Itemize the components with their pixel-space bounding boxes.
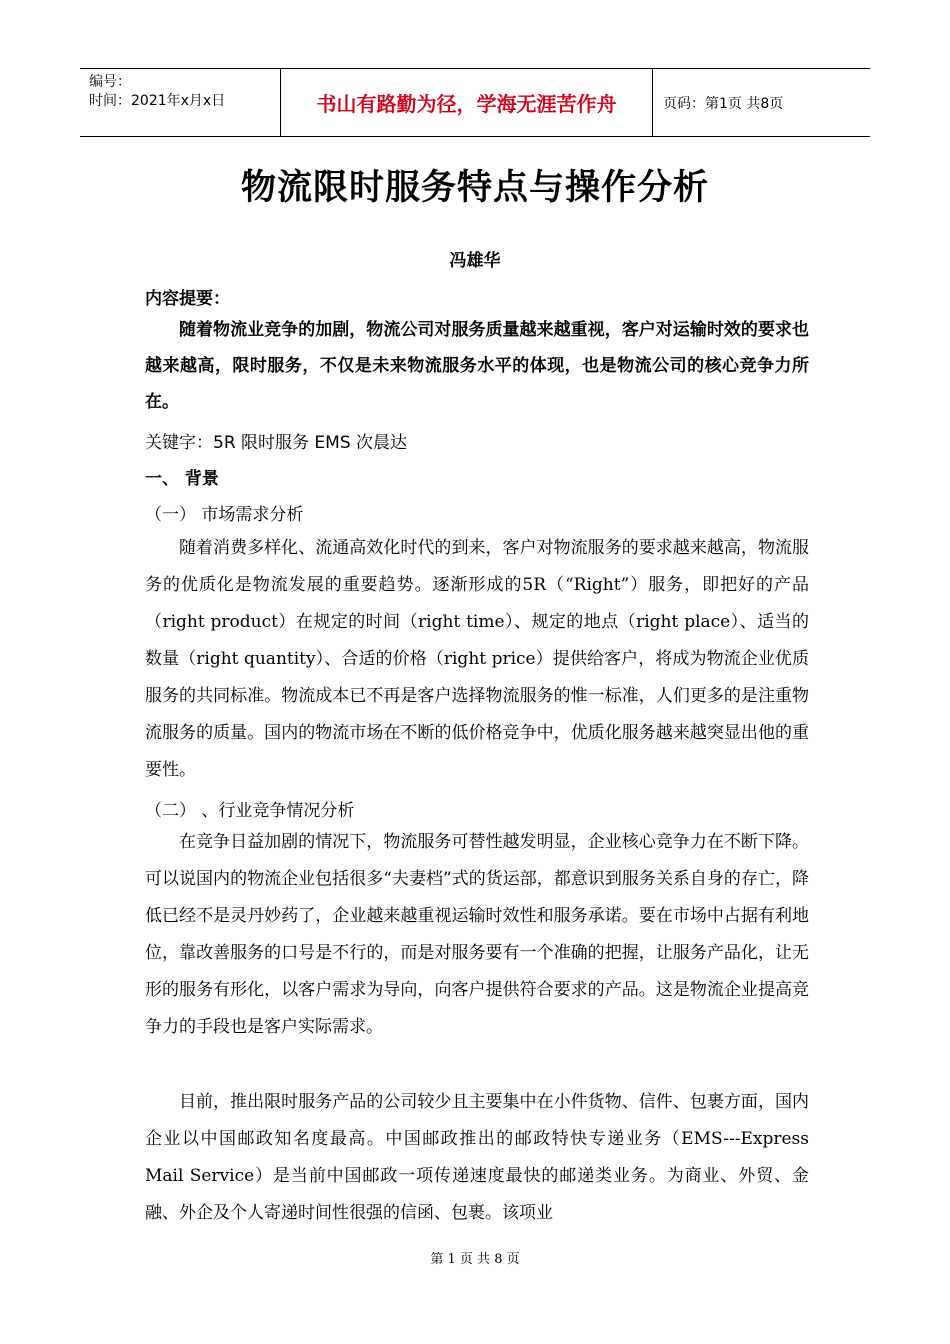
paragraph-competition: 在竞争日益加剧的情况下，物流服务可替性越发明显，企业核心竞争力在不断下降。可以说国内的物流企业包括很多“夫妻档”式的货运部，都意识到服务关系自身的存亡，降低已经不是灵丹妙药了，企业越来越重视运输时效性和服务承诺。要在市场中占据有利地位，靠改善服务的口号是不行的，而是对服务要有一个准确的把握，让服务产品化，让无形的服务有形化，以客户需求为导向，向客户提供符合要求的产品。这是物流企业提高竞争力的手段也是客户实际需求。 <box>145 832 809 1037</box>
abstract-text: 随着物流业竞争的加剧，物流公司对服务质量越来越重视，客户对运输时效的要求也越来越高，限时服务，不仅是未来物流服务水平的体现，也是物流公司的核心竞争力所在。 <box>145 320 809 412</box>
section-heading-background: 一、 背景 <box>145 469 219 489</box>
author: 冯雄华 <box>449 251 501 271</box>
subheading-competition: （二） 、行业竞争情况分析 <box>145 801 355 821</box>
subheading-market-demand: （一） 市场需求分析 <box>145 505 304 525</box>
header-page-info: 页码：第1页 共8页 <box>663 95 784 112</box>
header-motto: 书山有路勤为径，学海无涯苦作舟 <box>281 69 653 136</box>
keywords: 关键字：5R 限时服务 EMS 次晨达 <box>145 433 408 453</box>
document-title: 物流限时服务特点与操作分析 <box>240 168 709 208</box>
number-label: 编号： <box>89 74 131 90</box>
paragraph-current-status: 目前，推出限时服务产品的公司较少且主要集中在小件货物、信件、包裹方面，国内企业以中国邮政知名度最高。中国邮政推出的邮政特快专递业务（EMS---Express Mail Service）是当前中国邮政一项传递速度最快的邮递类业务。为商业、外贸、金融、外企及个人寄递时间性很强的信函、包裹。该项业 <box>145 1092 809 1223</box>
date-line: 时间：2021年x月x日 <box>89 93 226 109</box>
header-meta <box>80 69 281 136</box>
abstract-label: 内容提要： <box>145 289 230 309</box>
page-header <box>80 68 870 137</box>
page-footer: 第 1 页 共 8 页 <box>430 1252 520 1267</box>
paragraph-market-demand: 随着消费多样化、流通高效化时代的到来，客户对物流服务的要求越来越高，物流服务的优质化是物流发展的重要趋势。逐渐形成的5R（“Right”）服务，即把好的产品（right product）在规定的时间（right time）、规定的地点（right place）、适当的数量（right quantity）、合适的价格（right price）提供给客户，将成为物流企业优质服务的共同标准。物流成本已不再是客户选择物流服务的惟一标准，人们更多的是注重物流服务的质量。国内的物流市场在不断的低价格竞争中，优质化服务越来越突显出他的重要性。 <box>145 538 809 780</box>
